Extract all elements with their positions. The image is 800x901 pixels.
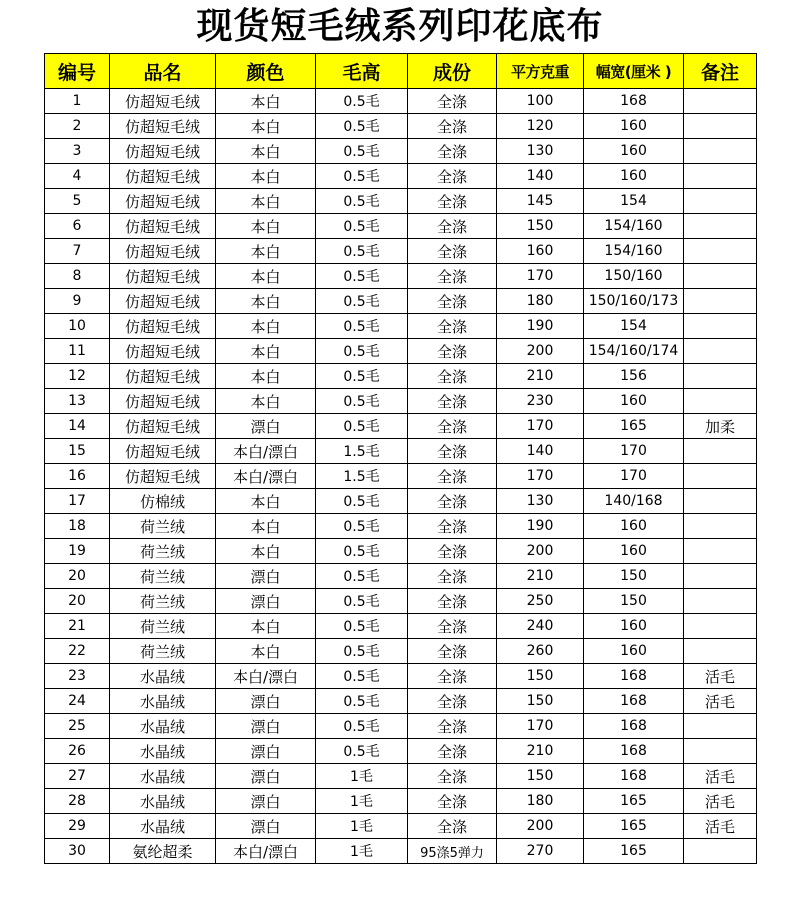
cell-pile-height: 1.5毛	[316, 439, 408, 464]
cell-remark	[684, 164, 757, 189]
cell-gsm: 200	[497, 814, 584, 839]
cell-id: 19	[45, 539, 110, 564]
cell-product: 仿超短毛绒	[110, 239, 216, 264]
table-row	[45, 439, 757, 464]
cell-composition: 全涤	[408, 89, 497, 114]
cell-pile-height: 1毛	[316, 789, 408, 814]
cell-width: 160	[584, 139, 684, 164]
cell-pile-height: 0.5毛	[316, 689, 408, 714]
cell-remark	[684, 439, 757, 464]
cell-color: 本白	[216, 139, 316, 164]
cell-width: 170	[584, 439, 684, 464]
cell-gsm: 120	[497, 114, 584, 139]
cell-remark	[684, 314, 757, 339]
cell-id: 13	[45, 389, 110, 414]
cell-gsm: 145	[497, 189, 584, 214]
cell-pile-height: 0.5毛	[316, 214, 408, 239]
cell-id: 23	[45, 664, 110, 689]
table-row	[45, 464, 757, 489]
cell-id: 29	[45, 814, 110, 839]
cell-width: 160	[584, 389, 684, 414]
cell-composition: 全涤	[408, 439, 497, 464]
cell-pile-height: 0.5毛	[316, 364, 408, 389]
cell-width: 160	[584, 514, 684, 539]
cell-gsm: 170	[497, 714, 584, 739]
cell-id: 12	[45, 364, 110, 389]
cell-product: 仿超短毛绒	[110, 264, 216, 289]
table-row	[45, 564, 757, 589]
cell-composition: 全涤	[408, 689, 497, 714]
cell-color: 本白	[216, 389, 316, 414]
cell-id: 14	[45, 414, 110, 439]
cell-remark	[684, 639, 757, 664]
cell-color: 本白	[216, 639, 316, 664]
cell-remark: 活毛	[684, 689, 757, 714]
cell-width: 150	[584, 564, 684, 589]
cell-color: 漂白	[216, 714, 316, 739]
table-row	[45, 489, 757, 514]
cell-product: 水晶绒	[110, 739, 216, 764]
cell-remark: 活毛	[684, 814, 757, 839]
table-row	[45, 839, 757, 864]
cell-composition: 全涤	[408, 139, 497, 164]
cell-pile-height: 0.5毛	[316, 589, 408, 614]
cell-remark	[684, 214, 757, 239]
cell-color: 本白	[216, 489, 316, 514]
cell-width: 160	[584, 164, 684, 189]
cell-remark: 加柔	[684, 414, 757, 439]
cell-gsm: 150	[497, 214, 584, 239]
cell-product: 仿超短毛绒	[110, 189, 216, 214]
cell-id: 22	[45, 639, 110, 664]
cell-id: 5	[45, 189, 110, 214]
cell-composition: 全涤	[408, 239, 497, 264]
cell-composition: 全涤	[408, 614, 497, 639]
header-cell-gsm: 平方克重	[497, 54, 584, 89]
cell-width: 154	[584, 314, 684, 339]
cell-id: 15	[45, 439, 110, 464]
cell-gsm: 170	[497, 414, 584, 439]
cell-width: 165	[584, 789, 684, 814]
cell-product: 荷兰绒	[110, 514, 216, 539]
cell-id: 20	[45, 589, 110, 614]
cell-pile-height: 0.5毛	[316, 189, 408, 214]
cell-composition: 全涤	[408, 314, 497, 339]
cell-id: 1	[45, 89, 110, 114]
cell-id: 10	[45, 314, 110, 339]
cell-product: 仿超短毛绒	[110, 164, 216, 189]
cell-remark	[684, 514, 757, 539]
cell-pile-height: 0.5毛	[316, 539, 408, 564]
cell-gsm: 160	[497, 239, 584, 264]
table-row	[45, 614, 757, 639]
table-row	[45, 264, 757, 289]
cell-width: 150	[584, 589, 684, 614]
table-row	[45, 339, 757, 364]
cell-remark	[684, 364, 757, 389]
cell-composition: 全涤	[408, 264, 497, 289]
header-cell-remark: 备注	[684, 54, 757, 89]
cell-id: 27	[45, 764, 110, 789]
cell-color: 本白	[216, 189, 316, 214]
cell-gsm: 190	[497, 314, 584, 339]
cell-composition: 全涤	[408, 664, 497, 689]
table-row	[45, 789, 757, 814]
cell-remark: 活毛	[684, 664, 757, 689]
cell-product: 水晶绒	[110, 714, 216, 739]
cell-gsm: 150	[497, 764, 584, 789]
cell-id: 30	[45, 839, 110, 864]
cell-color: 本白	[216, 514, 316, 539]
cell-pile-height: 1毛	[316, 764, 408, 789]
cell-color: 本白	[216, 614, 316, 639]
cell-product: 水晶绒	[110, 764, 216, 789]
cell-remark	[684, 539, 757, 564]
cell-composition: 全涤	[408, 814, 497, 839]
cell-color: 本白	[216, 89, 316, 114]
table-row	[45, 389, 757, 414]
cell-product: 仿超短毛绒	[110, 289, 216, 314]
cell-pile-height: 0.5毛	[316, 389, 408, 414]
cell-product: 仿超短毛绒	[110, 364, 216, 389]
cell-color: 本白	[216, 264, 316, 289]
table-row	[45, 239, 757, 264]
cell-gsm: 240	[497, 614, 584, 639]
cell-product: 仿超短毛绒	[110, 139, 216, 164]
cell-product: 水晶绒	[110, 814, 216, 839]
cell-id: 2	[45, 114, 110, 139]
cell-id: 9	[45, 289, 110, 314]
cell-product: 荷兰绒	[110, 539, 216, 564]
cell-remark	[684, 589, 757, 614]
cell-composition: 全涤	[408, 539, 497, 564]
cell-composition: 全涤	[408, 739, 497, 764]
cell-pile-height: 0.5毛	[316, 564, 408, 589]
cell-width: 154/160/174	[584, 339, 684, 364]
cell-gsm: 150	[497, 689, 584, 714]
table-row	[45, 514, 757, 539]
cell-pile-height: 1毛	[316, 814, 408, 839]
cell-gsm: 170	[497, 264, 584, 289]
header-cell-composition: 成份	[408, 54, 497, 89]
cell-gsm: 140	[497, 439, 584, 464]
cell-width: 154/160	[584, 239, 684, 264]
cell-product: 荷兰绒	[110, 589, 216, 614]
cell-width: 168	[584, 664, 684, 689]
cell-width: 150/160/173	[584, 289, 684, 314]
product-table	[44, 53, 757, 864]
cell-gsm: 200	[497, 339, 584, 364]
cell-color: 漂白	[216, 739, 316, 764]
cell-pile-height: 0.5毛	[316, 714, 408, 739]
cell-color: 本白	[216, 339, 316, 364]
cell-product: 仿超短毛绒	[110, 439, 216, 464]
cell-width: 168	[584, 739, 684, 764]
cell-width: 168	[584, 689, 684, 714]
cell-gsm: 130	[497, 489, 584, 514]
cell-remark	[684, 714, 757, 739]
cell-id: 7	[45, 239, 110, 264]
cell-id: 3	[45, 139, 110, 164]
cell-color: 本白	[216, 114, 316, 139]
table-row	[45, 689, 757, 714]
cell-gsm: 260	[497, 639, 584, 664]
cell-id: 6	[45, 214, 110, 239]
cell-composition: 全涤	[408, 339, 497, 364]
cell-width: 154/160	[584, 214, 684, 239]
cell-width: 160	[584, 639, 684, 664]
cell-gsm: 130	[497, 139, 584, 164]
cell-color: 漂白	[216, 689, 316, 714]
cell-composition: 95涤5弹力	[408, 839, 497, 864]
header-cell-width: 幅宽(厘米 )	[584, 54, 684, 89]
cell-composition: 全涤	[408, 639, 497, 664]
table-row	[45, 189, 757, 214]
cell-pile-height: 0.5毛	[316, 639, 408, 664]
cell-pile-height: 1毛	[316, 839, 408, 864]
cell-product: 氨纶超柔	[110, 839, 216, 864]
cell-remark	[684, 289, 757, 314]
cell-color: 本白	[216, 539, 316, 564]
cell-product: 仿超短毛绒	[110, 89, 216, 114]
cell-composition: 全涤	[408, 589, 497, 614]
cell-color: 本白	[216, 164, 316, 189]
table-row	[45, 89, 757, 114]
cell-gsm: 210	[497, 364, 584, 389]
cell-id: 25	[45, 714, 110, 739]
cell-composition: 全涤	[408, 714, 497, 739]
cell-product: 仿超短毛绒	[110, 414, 216, 439]
cell-id: 8	[45, 264, 110, 289]
cell-product: 荷兰绒	[110, 614, 216, 639]
cell-pile-height: 0.5毛	[316, 414, 408, 439]
cell-gsm: 230	[497, 389, 584, 414]
cell-composition: 全涤	[408, 214, 497, 239]
cell-color: 漂白	[216, 414, 316, 439]
cell-pile-height: 0.5毛	[316, 739, 408, 764]
cell-product: 水晶绒	[110, 689, 216, 714]
header-cell-id: 编号	[45, 54, 110, 89]
cell-pile-height: 0.5毛	[316, 89, 408, 114]
cell-remark	[684, 489, 757, 514]
cell-composition: 全涤	[408, 764, 497, 789]
cell-remark	[684, 464, 757, 489]
table-row	[45, 664, 757, 689]
cell-remark	[684, 839, 757, 864]
cell-product: 仿超短毛绒	[110, 464, 216, 489]
cell-color: 本白/漂白	[216, 439, 316, 464]
cell-composition: 全涤	[408, 364, 497, 389]
cell-pile-height: 0.5毛	[316, 489, 408, 514]
table-row	[45, 139, 757, 164]
cell-id: 4	[45, 164, 110, 189]
cell-composition: 全涤	[408, 514, 497, 539]
cell-width: 160	[584, 114, 684, 139]
cell-product: 仿棉绒	[110, 489, 216, 514]
cell-composition: 全涤	[408, 789, 497, 814]
cell-pile-height: 0.5毛	[316, 664, 408, 689]
cell-pile-height: 0.5毛	[316, 339, 408, 364]
cell-pile-height: 0.5毛	[316, 239, 408, 264]
cell-id: 20	[45, 564, 110, 589]
cell-id: 11	[45, 339, 110, 364]
cell-remark	[684, 89, 757, 114]
header-cell-product: 品名	[110, 54, 216, 89]
cell-width: 165	[584, 839, 684, 864]
cell-gsm: 210	[497, 739, 584, 764]
cell-gsm: 180	[497, 789, 584, 814]
cell-color: 本白/漂白	[216, 839, 316, 864]
cell-product: 荷兰绒	[110, 639, 216, 664]
cell-pile-height: 1.5毛	[316, 464, 408, 489]
cell-composition: 全涤	[408, 389, 497, 414]
cell-remark	[684, 114, 757, 139]
cell-remark	[684, 564, 757, 589]
table-row	[45, 414, 757, 439]
cell-width: 168	[584, 714, 684, 739]
cell-color: 漂白	[216, 589, 316, 614]
cell-color: 本白/漂白	[216, 664, 316, 689]
table-row	[45, 714, 757, 739]
cell-composition: 全涤	[408, 564, 497, 589]
cell-color: 漂白	[216, 564, 316, 589]
table-row	[45, 814, 757, 839]
cell-gsm: 270	[497, 839, 584, 864]
cell-width: 156	[584, 364, 684, 389]
cell-remark	[684, 739, 757, 764]
cell-composition: 全涤	[408, 414, 497, 439]
cell-color: 本白	[216, 239, 316, 264]
table-row	[45, 539, 757, 564]
cell-product: 仿超短毛绒	[110, 389, 216, 414]
cell-pile-height: 0.5毛	[316, 289, 408, 314]
cell-color: 本白/漂白	[216, 464, 316, 489]
cell-composition: 全涤	[408, 489, 497, 514]
cell-remark	[684, 189, 757, 214]
cell-gsm: 190	[497, 514, 584, 539]
cell-product: 荷兰绒	[110, 564, 216, 589]
cell-remark	[684, 264, 757, 289]
cell-product: 仿超短毛绒	[110, 339, 216, 364]
table-row	[45, 639, 757, 664]
cell-id: 16	[45, 464, 110, 489]
cell-product: 仿超短毛绒	[110, 114, 216, 139]
cell-remark	[684, 239, 757, 264]
cell-pile-height: 0.5毛	[316, 314, 408, 339]
cell-width: 160	[584, 614, 684, 639]
cell-width: 168	[584, 764, 684, 789]
cell-width: 140/168	[584, 489, 684, 514]
cell-gsm: 250	[497, 589, 584, 614]
cell-width: 150/160	[584, 264, 684, 289]
cell-id: 26	[45, 739, 110, 764]
cell-composition: 全涤	[408, 114, 497, 139]
cell-product: 仿超短毛绒	[110, 214, 216, 239]
header-cell-pile-height: 毛高	[316, 54, 408, 89]
cell-color: 本白	[216, 364, 316, 389]
cell-pile-height: 0.5毛	[316, 614, 408, 639]
cell-color: 漂白	[216, 764, 316, 789]
cell-remark	[684, 614, 757, 639]
table-row	[45, 314, 757, 339]
header-row	[45, 54, 757, 89]
cell-id: 18	[45, 514, 110, 539]
cell-product: 仿超短毛绒	[110, 314, 216, 339]
cell-id: 28	[45, 789, 110, 814]
cell-product: 水晶绒	[110, 789, 216, 814]
cell-width: 168	[584, 89, 684, 114]
cell-composition: 全涤	[408, 289, 497, 314]
table-row	[45, 164, 757, 189]
cell-gsm: 180	[497, 289, 584, 314]
cell-width: 160	[584, 539, 684, 564]
cell-color: 本白	[216, 289, 316, 314]
cell-width: 165	[584, 414, 684, 439]
cell-remark	[684, 389, 757, 414]
cell-pile-height: 0.5毛	[316, 264, 408, 289]
cell-remark	[684, 139, 757, 164]
page-title: 现货短毛绒系列印花底布	[196, 6, 604, 47]
cell-color: 本白	[216, 214, 316, 239]
cell-remark: 活毛	[684, 764, 757, 789]
cell-width: 170	[584, 464, 684, 489]
cell-pile-height: 0.5毛	[316, 514, 408, 539]
cell-gsm: 140	[497, 164, 584, 189]
cell-id: 17	[45, 489, 110, 514]
cell-width: 165	[584, 814, 684, 839]
cell-color: 本白	[216, 314, 316, 339]
table-row	[45, 289, 757, 314]
cell-gsm: 210	[497, 564, 584, 589]
table-row	[45, 589, 757, 614]
cell-pile-height: 0.5毛	[316, 139, 408, 164]
cell-product: 水晶绒	[110, 664, 216, 689]
cell-gsm: 170	[497, 464, 584, 489]
table-row	[45, 739, 757, 764]
header-cell-color: 颜色	[216, 54, 316, 89]
cell-remark	[684, 339, 757, 364]
cell-id: 24	[45, 689, 110, 714]
cell-id: 21	[45, 614, 110, 639]
table-row	[45, 114, 757, 139]
cell-width: 154	[584, 189, 684, 214]
table-body	[45, 89, 757, 864]
cell-color: 漂白	[216, 814, 316, 839]
cell-gsm: 100	[497, 89, 584, 114]
table-row	[45, 364, 757, 389]
cell-pile-height: 0.5毛	[316, 114, 408, 139]
cell-pile-height: 0.5毛	[316, 164, 408, 189]
cell-remark: 活毛	[684, 789, 757, 814]
cell-composition: 全涤	[408, 189, 497, 214]
cell-gsm: 150	[497, 664, 584, 689]
table-row	[45, 764, 757, 789]
cell-composition: 全涤	[408, 164, 497, 189]
cell-gsm: 200	[497, 539, 584, 564]
cell-composition: 全涤	[408, 464, 497, 489]
table-row	[45, 214, 757, 239]
cell-color: 漂白	[216, 789, 316, 814]
